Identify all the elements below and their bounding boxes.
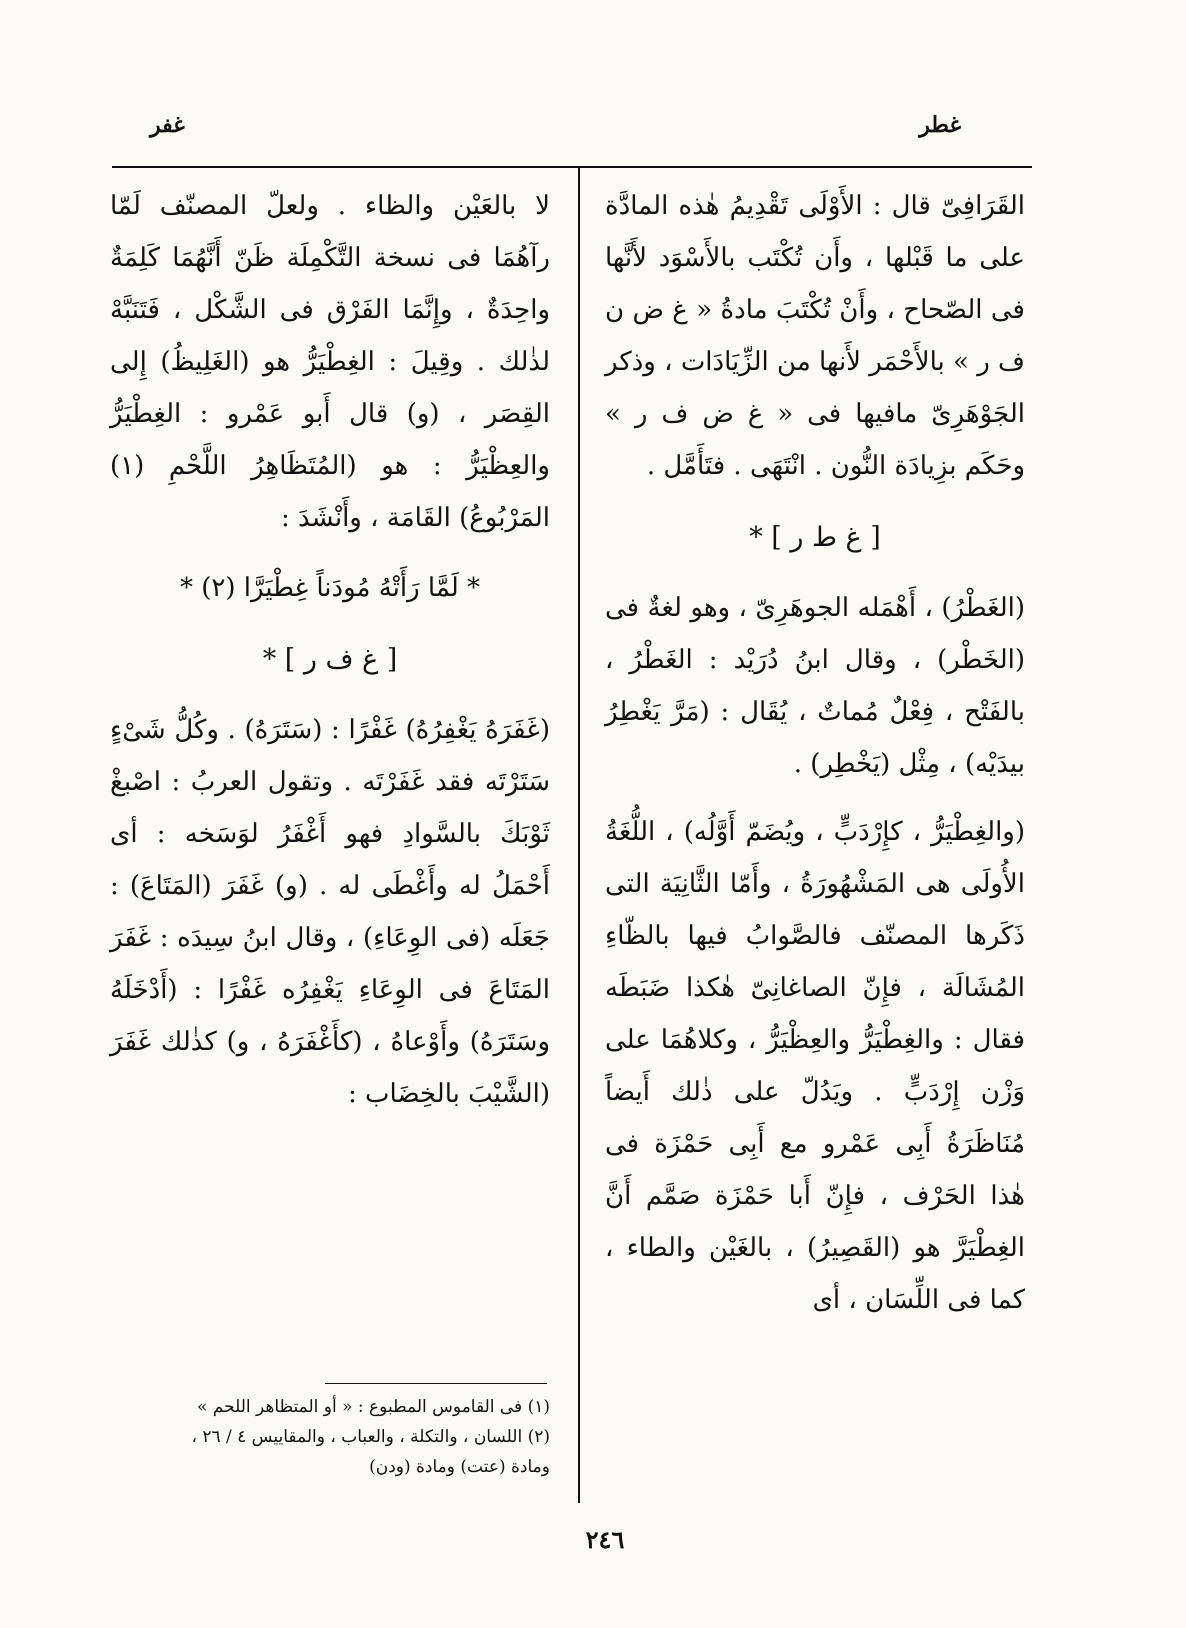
column-divider xyxy=(578,168,580,1503)
left-column xyxy=(110,180,550,1120)
footnote-rule xyxy=(325,1383,547,1384)
footnote: (٢) اللسان ، والتكلة ، والعباب ، والمقاييس ٤ / ٢٦ ، xyxy=(191,1427,550,1447)
running-head-right: غطر xyxy=(919,112,961,138)
entry-heading: [ غ ط ر ] * xyxy=(749,522,881,553)
paragraph: (غَفَرَهُ يَغْفِرُهُ) غَفْرًا : (سَتَرَهُ) . وكُلُّ شَىْءٍ سَتَرْتَه فقد غَفَرْتَه . وتقول العربُ : اصْبغْ ثَوْبَكَ بالسَّوادِ فهو أَغْفَرُ لوَسَخه : أى أَحْمَلُ له وأَغْطَى له . (و) غَفَرَ (المَتَاعَ) : جَعَلَه (فى الوِعَاءِ) ، وقال ابنُ سِيدَه : غَفَرَ المَتَاعَ فى الوِعَاءِ يَغْفِرُه غَفْرًا : (أَدْخَلَهُ وسَتَرَهُ) وأَوْعاهُ ، (كأَغْفَرَهُ ، و) كذٰلك غَفَرَ (الشَّيْبَ بالخِضَاب : xyxy=(110,715,550,1109)
footnotes xyxy=(110,1392,550,1482)
footnote: ومادة (عتت) ومادة (ودن) xyxy=(369,1457,550,1477)
paragraph: القَرَافِىّ قال : الأَوْلَى تَقْدِيمُ هٰذه المادَّة على ما قَبْلها ، وأَن تُكْتَب بالأَسْوَد لأَنَّها فى الصّحاح ، وأَنْ تُكْتَبَ مادةُ « غ ض ن ف ر » بالأَحْمَر لأَنها من الزِّيَادَات ، وذكر الجَوْهَرِىّ مافيها فى « غ ض ف ر » وحَكَم بزِيادَة النُّون . انْتَهَى . فتَأَمَّل . xyxy=(605,191,1025,481)
paragraph: (والغِطْيَرُّ ، كإِرْدَبٍّ ، ويُضَمّ أَوَّلُه) ، اللُّغَةُ الأُولَى هى المَشْهُورَةُ ، وأَمّا الثَّانِيَة التى ذَكَرها المصنّف فالصَّوابُ فيها بالظّاءِ المُشَالَة ، فإِنّ الصاغانِىّ هٰكذا ضَبَطَه فقال : والغِطْيَرُّ والعِظْيَرُّ ، وكلاهُمَا على وَزْن إِرْدَبٍّ . ويَدُلّ على ذٰلك أَيضاً مُنَاظَرَةُ أَبِى عَمْرو مع أَبِى حَمْزَة فى هٰذا الحَرْف ، فإِنّ أَبا حَمْزَة صَمَّم أَنَّ الغِطْيَرَّ هو (القَصِيرُ) ، بالغَيْن والطاء ، كما فى اللِّسَان ، أى xyxy=(605,817,1025,1315)
running-head-left: غفر xyxy=(150,112,185,138)
right-column xyxy=(605,180,1025,1326)
paragraph: (الغَطْرُ) ، أَهْمَله الجوهَرِىّ ، وهو لغةٌ فى (الخَطْر) ، وقال ابنُ دُرَيْد : الغَطْرُ ، بالفَتْح ، فِعْلٌ مُماتٌ ، يُقَال : (مَرَّ يَغْطِرُ بيدَيْه) ، مِثْل (يَخْطِر) . xyxy=(605,593,1025,779)
paragraph: لا بالعَيْن والظاء . ولعلّ المصنّف لَمّا رآهُمَا فى نسخة التَّكْمِلَة ظَنّ أَنَّهُمَا كَلِمَةٌ واحِدَةٌ ، وإِنَّمَا الفَرْق فى الشَّكْل ، فَتَنَبَّهْ لذٰلك . وقِيلَ : الغِطْيَرُّ هو (الغَلِيظُ) إِلى القِصَر ، (و) قال أَبو عَمْرو : الغِطْيَرُّ والعِظْيَرُّ : هو (المُتَظَاهِرُ اللَّحْمِ (١) المَرْبُوعُ) القَامَة ، وأَنْشَدَ : xyxy=(110,191,550,533)
header-rule xyxy=(112,166,1032,168)
verse: * لَمَّا رَأَتْهُ مُودَناً غِطْيَرَّا (٢) * xyxy=(179,573,481,603)
entry-heading: [ غ ف ر ] * xyxy=(262,644,398,675)
page-number: ٢٤٦ xyxy=(585,1525,625,1554)
footnote: (١) فى القاموس المطبوع : « أو المتظاهر اللحم » xyxy=(196,1397,550,1417)
